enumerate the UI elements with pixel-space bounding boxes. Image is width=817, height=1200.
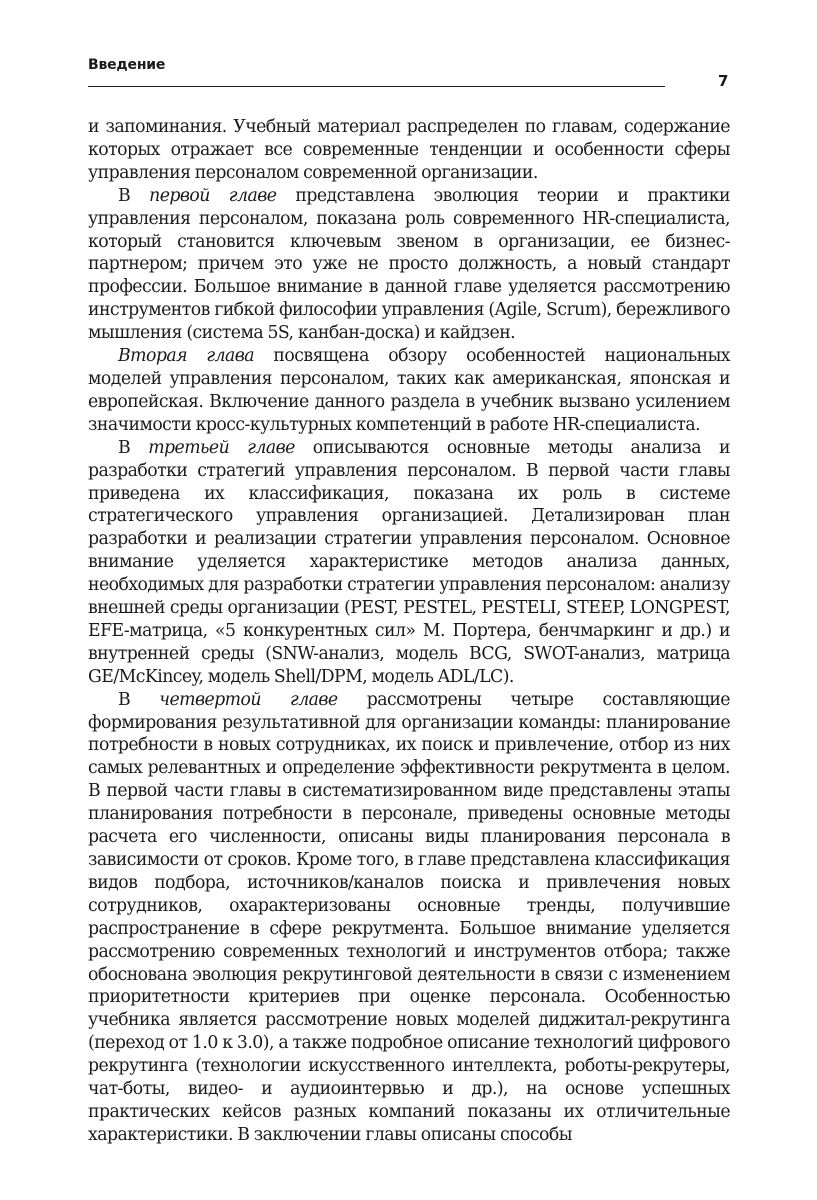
paragraph-chapter-1 (88, 185, 730, 345)
paragraph-lead: В (118, 185, 150, 206)
chapter-reference: четвертой главе (159, 689, 338, 710)
paragraph-chapter-4 (88, 689, 730, 1147)
paragraph-text: представлена эволюция теории и практики управления персоналом, показана роль современного HR-специалиста, который становится ключевым звеном в организации, ее бизнес-партнером; причем это уже не просто должность, а новый стандарт профессии. Большое внимание в данной главе уделяется рассмотрению инструментов гибкой философии управления (Agile, Scrum), бережливого мышления (система 5S, канбан-доска) и кайдзен. (88, 185, 730, 344)
paragraph-intro (88, 116, 730, 185)
paragraph-lead: В (118, 689, 160, 710)
paragraph-chapter-3 (88, 437, 730, 689)
paragraph-text: посвящена обзору особенностей национальных моделей управления персоналом, таких как американская, японская и европейская. Включение данного раздела в учебник вызвано усилением значимости кросс-культурных компетенций в работе HR-специалиста. (88, 346, 730, 435)
page-number: 7 (718, 72, 729, 90)
body-text (88, 116, 730, 1147)
paragraph-text: описываются основные методы анализа и разработки стратегий управления персоналом. В первой части главы приведена их классификация, показана их роль в системе стратегического управления организацией. Детализирован план разработки и реализации стратегии управления персоналом. Основное внимание уделяется характеристике методов анализа данных, необходимых для разработки стратегии управления персоналом: анализу внешней среды организации (PEST, PESTEL, PESTELI, STEEP, LONGPEST, EFE-матрица, «5 конкурентных сил» М. Портера, бенчмаркинг и др.) и внутренней среды (SNW-анализ, модель BCG, SWOT-анализ, матрица GE/McKincey, модель Shell/DPM, модель ADL/LC). (88, 437, 730, 687)
running-header-title: Введение (88, 57, 166, 73)
paragraph-text: и запоминания. Учебный материал распределен по главам, содержание которых отражает все современные тенденции и особенности сферы управления персоналом современной организации. (88, 117, 730, 183)
chapter-reference: Вторая глава (118, 346, 255, 367)
paragraph-lead: В (118, 437, 149, 458)
paragraph-text: рассмотрены четыре составляющие формирования результативной для организации команды: планирование потребности в новых сотрудниках, их поиск и привлечение, отбор из них самых релевантных и определение эффективности рекрутмента в целом. В первой части главы в систематизированном виде представлены этапы планирования потребности в персонале, приведены основные методы расчета его численности, описаны виды планирования персонала в зависимости от сроков. Кроме того, в главе представлена классификация видов подбора, источников/каналов поиска и привлечения новых сотрудников, охарактеризованы основные тренды, получившие распространение в сфере рекрутмента. Большое внимание уделяется рассмотрению современных технологий и инструментов отбора; также обоснована эволюция рекрутинговой деятельности в связи с изменением приоритетности критериев при оценке персонала. Особенностью учебника является рассмотрение новых моделей диджитал-рекрутинга (переход от 1.0 к 3.0), а также подробное описание технологий цифрового рекрутинга (технологии искусственного интеллекта, роботы-рекрутеры, чат-боты, видео- и аудиоинтервью и др.), на основе успешных практических кейсов разных компаний показаны их отличительные характеристики. В заключении главы описаны способы (88, 689, 730, 1145)
paragraph-chapter-2 (88, 345, 730, 437)
header-rule (88, 86, 665, 87)
chapter-reference: первой главе (149, 185, 277, 206)
chapter-reference: третьей главе (148, 437, 295, 458)
